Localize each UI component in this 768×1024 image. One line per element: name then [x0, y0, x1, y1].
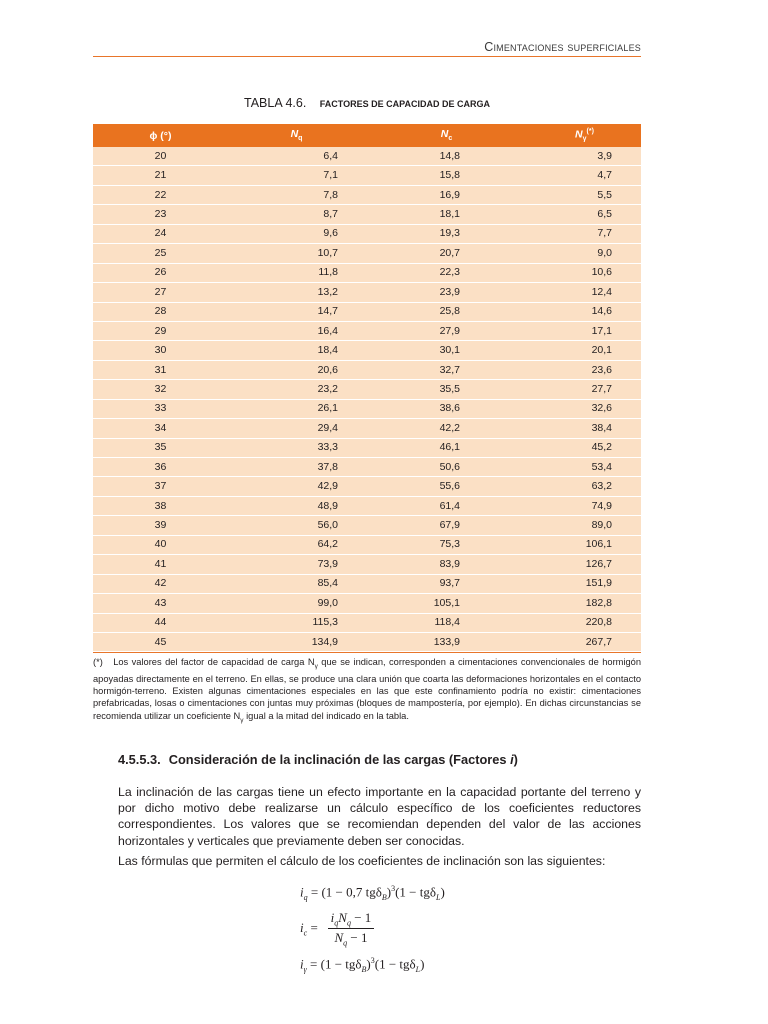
- cell-nc: 105,1: [365, 594, 528, 613]
- table-row: [93, 632, 641, 651]
- table-row: [93, 496, 641, 515]
- cell-phi: 27: [93, 283, 228, 302]
- cell-nq: 48,9: [228, 496, 365, 515]
- table-row: [93, 341, 641, 360]
- table-row: [93, 302, 641, 321]
- cell-nc: 19,3: [365, 224, 528, 243]
- table-row: [93, 399, 641, 418]
- cell-ngamma: 12,4: [528, 283, 641, 302]
- section-title: Consideración de la inclinación de las cargas (Factores: [168, 752, 511, 767]
- cell-ngamma: 220,8: [528, 613, 641, 632]
- cell-nc: 93,7: [365, 574, 528, 593]
- cell-nq: 42,9: [228, 477, 365, 496]
- cell-phi: 36: [93, 458, 228, 477]
- cell-ngamma: 32,6: [528, 399, 641, 418]
- cell-nc: 30,1: [365, 341, 528, 360]
- cell-ngamma: 63,2: [528, 477, 641, 496]
- cell-nc: 61,4: [365, 496, 528, 515]
- cell-nc: 27,9: [365, 321, 528, 340]
- cell-phi: 20: [93, 147, 228, 166]
- paragraph-inclination-effect: La inclinación de las cargas tiene un efecto importante en la capacidad portante del terreno y por dicho motivo debe realizarse un cálculo específico de los coeficientes reductores correspondientes. Los valores que se recomiendan dependen del valor de las acciones horizontales y verticales que previamente deben ser conocidas.: [118, 785, 641, 848]
- cell-phi: 30: [93, 341, 228, 360]
- cell-phi: 44: [93, 613, 228, 632]
- cell-phi: 38: [93, 496, 228, 515]
- cell-nq: 10,7: [228, 244, 365, 263]
- cell-nq: 13,2: [228, 283, 365, 302]
- cell-ngamma: 5,5: [528, 185, 641, 204]
- section-heading: 4.5.5.3. Consideración de la inclinación de las cargas (Factores i): [118, 752, 518, 767]
- cell-phi: 43: [93, 594, 228, 613]
- cell-nq: 56,0: [228, 516, 365, 535]
- cell-phi: 25: [93, 244, 228, 263]
- cell-ngamma: 182,8: [528, 594, 641, 613]
- cell-nq: 16,4: [228, 321, 365, 340]
- table-row: [93, 535, 641, 554]
- cell-nc: 50,6: [365, 458, 528, 477]
- cell-nq: 33,3: [228, 438, 365, 457]
- cell-phi: 29: [93, 321, 228, 340]
- table-row: [93, 574, 641, 593]
- table-row: [93, 613, 641, 632]
- cell-nc: 20,7: [365, 244, 528, 263]
- table-row: [93, 419, 641, 438]
- cell-nc: 38,6: [365, 399, 528, 418]
- cell-phi: 23: [93, 205, 228, 224]
- table-row: [93, 263, 641, 282]
- cell-phi: 42: [93, 574, 228, 593]
- cell-nq: 18,4: [228, 341, 365, 360]
- cell-nq: 99,0: [228, 594, 365, 613]
- cell-nc: 55,6: [365, 477, 528, 496]
- cell-phi: 32: [93, 380, 228, 399]
- table-row: [93, 147, 641, 166]
- cell-nq: 6,4: [228, 147, 365, 166]
- cell-nq: 7,1: [228, 166, 365, 185]
- cell-nc: 16,9: [365, 185, 528, 204]
- cell-nc: 75,3: [365, 535, 528, 554]
- cell-ngamma: 7,7: [528, 224, 641, 243]
- cell-nc: 67,9: [365, 516, 528, 535]
- cell-nq: 8,7: [228, 205, 365, 224]
- cell-ngamma: 38,4: [528, 419, 641, 438]
- cell-nq: 73,9: [228, 555, 365, 574]
- cell-nq: 23,2: [228, 380, 365, 399]
- table-row: [93, 438, 641, 457]
- cell-nq: 85,4: [228, 574, 365, 593]
- cell-nc: 32,7: [365, 360, 528, 379]
- cell-phi: 34: [93, 419, 228, 438]
- cell-nq: 26,1: [228, 399, 365, 418]
- table-header-row: [93, 124, 641, 147]
- table-caption: [93, 96, 641, 110]
- table-row: [93, 360, 641, 379]
- cell-ngamma: 45,2: [528, 438, 641, 457]
- cell-nc: 25,8: [365, 302, 528, 321]
- cell-nq: 115,3: [228, 613, 365, 632]
- cell-nq: 9,6: [228, 224, 365, 243]
- cell-nq: 7,8: [228, 185, 365, 204]
- table-row: [93, 205, 641, 224]
- cell-phi: 26: [93, 263, 228, 282]
- column-header-nq: $N_q$: [228, 124, 365, 147]
- cell-ngamma: 53,4: [528, 458, 641, 477]
- table-body: [93, 147, 641, 652]
- cell-phi: 40: [93, 535, 228, 554]
- formula-igamma: $i_\gamma = (1 - tg\delta_B)^3(1 - tg\delta_L)$: [300, 956, 425, 974]
- cell-phi: 37: [93, 477, 228, 496]
- cell-phi: 45: [93, 632, 228, 651]
- cell-ngamma: 3,9: [528, 147, 641, 166]
- table-row: [93, 185, 641, 204]
- running-header: Cimentaciones superficiales: [93, 40, 641, 57]
- column-header-ngamma: $N_\gamma^{(*)}$: [528, 124, 641, 147]
- cell-nc: 46,1: [365, 438, 528, 457]
- cell-ngamma: 89,0: [528, 516, 641, 535]
- cell-phi: 33: [93, 399, 228, 418]
- table-caption-title: FACTORES DE CAPACIDAD DE CARGA: [319, 99, 490, 109]
- cell-phi: 31: [93, 360, 228, 379]
- table-bottom-rule: [93, 652, 641, 653]
- cell-nc: 18,1: [365, 205, 528, 224]
- bearing-capacity-table: [93, 124, 641, 652]
- cell-ngamma: 14,6: [528, 302, 641, 321]
- cell-nq: 29,4: [228, 419, 365, 438]
- cell-ngamma: 74,9: [528, 496, 641, 515]
- cell-ngamma: 9,0: [528, 244, 641, 263]
- formula-iq: $i_q = (1 - 0,7$ tgδ$_B$)$^3$(1 − tgδ$_L$): [300, 884, 445, 902]
- cell-ngamma: 106,1: [528, 535, 641, 554]
- cell-nc: 14,8: [365, 147, 528, 166]
- cell-phi: 21: [93, 166, 228, 185]
- table-row: [93, 283, 641, 302]
- table-row: [93, 380, 641, 399]
- column-header-phi: ϕ (°): [93, 124, 228, 147]
- cell-nc: 35,5: [365, 380, 528, 399]
- table-footnote: (*) Los valores del factor de capacidad de carga $N_\gamma$ que se indican, corresponden a cimentaciones convencionales de hormigón apoyadas directamente en el terreno. En ellas, se produce una clara unión que coarta las deformaciones horizontales en el contacto hormigón-terreno. Existen algunas cimentaciones especiales en las que este confinamiento podría no existir: cimentaciones prefabricadas, losas o cimentaciones con juntas muy próximas (bloques de mampostería, por ejemplo). En dichas circunstancias se recomienda utilizar un coeficiente $N_\gamma$ igual a la mitad del indicado en la tabla.: [93, 657, 641, 724]
- table-row: [93, 516, 641, 535]
- cell-phi: 41: [93, 555, 228, 574]
- table-row: [93, 477, 641, 496]
- table-row: [93, 244, 641, 263]
- cell-ngamma: 23,6: [528, 360, 641, 379]
- cell-phi: 35: [93, 438, 228, 457]
- cell-phi: 22: [93, 185, 228, 204]
- cell-nq: 11,8: [228, 263, 365, 282]
- cell-nq: 64,2: [228, 535, 365, 554]
- table-row: [93, 555, 641, 574]
- column-header-nc: $N_c$: [365, 124, 528, 147]
- cell-nc: 22,3: [365, 263, 528, 282]
- cell-ngamma: 10,6: [528, 263, 641, 282]
- cell-nc: 83,9: [365, 555, 528, 574]
- table-row: [93, 321, 641, 340]
- cell-ngamma: 126,7: [528, 555, 641, 574]
- cell-ngamma: 4,7: [528, 166, 641, 185]
- cell-phi: 39: [93, 516, 228, 535]
- cell-ngamma: 20,1: [528, 341, 641, 360]
- cell-ngamma: 151,9: [528, 574, 641, 593]
- cell-ngamma: 6,5: [528, 205, 641, 224]
- cell-ngamma: 27,7: [528, 380, 641, 399]
- cell-phi: 24: [93, 224, 228, 243]
- cell-nc: 42,2: [365, 419, 528, 438]
- cell-nq: 20,6: [228, 360, 365, 379]
- table-row: [93, 166, 641, 185]
- cell-ngamma: 17,1: [528, 321, 641, 340]
- section-number: 4.5.5.3.: [118, 752, 161, 767]
- cell-nq: 14,7: [228, 302, 365, 321]
- cell-nc: 15,8: [365, 166, 528, 185]
- paragraph-formulas-intro: Las fórmulas que permiten el cálculo de los coeficientes de inclinación son las siguientes:: [118, 854, 606, 868]
- cell-ngamma: 267,7: [528, 632, 641, 651]
- cell-nq: 37,8: [228, 458, 365, 477]
- cell-nq: 134,9: [228, 632, 365, 651]
- cell-nc: 133,9: [365, 632, 528, 651]
- table-row: [93, 458, 641, 477]
- table-caption-number: TABLA 4.6.: [244, 96, 307, 110]
- cell-nc: 118,4: [365, 613, 528, 632]
- cell-phi: 28: [93, 302, 228, 321]
- table-row: [93, 224, 641, 243]
- cell-nc: 23,9: [365, 283, 528, 302]
- table-row: [93, 594, 641, 613]
